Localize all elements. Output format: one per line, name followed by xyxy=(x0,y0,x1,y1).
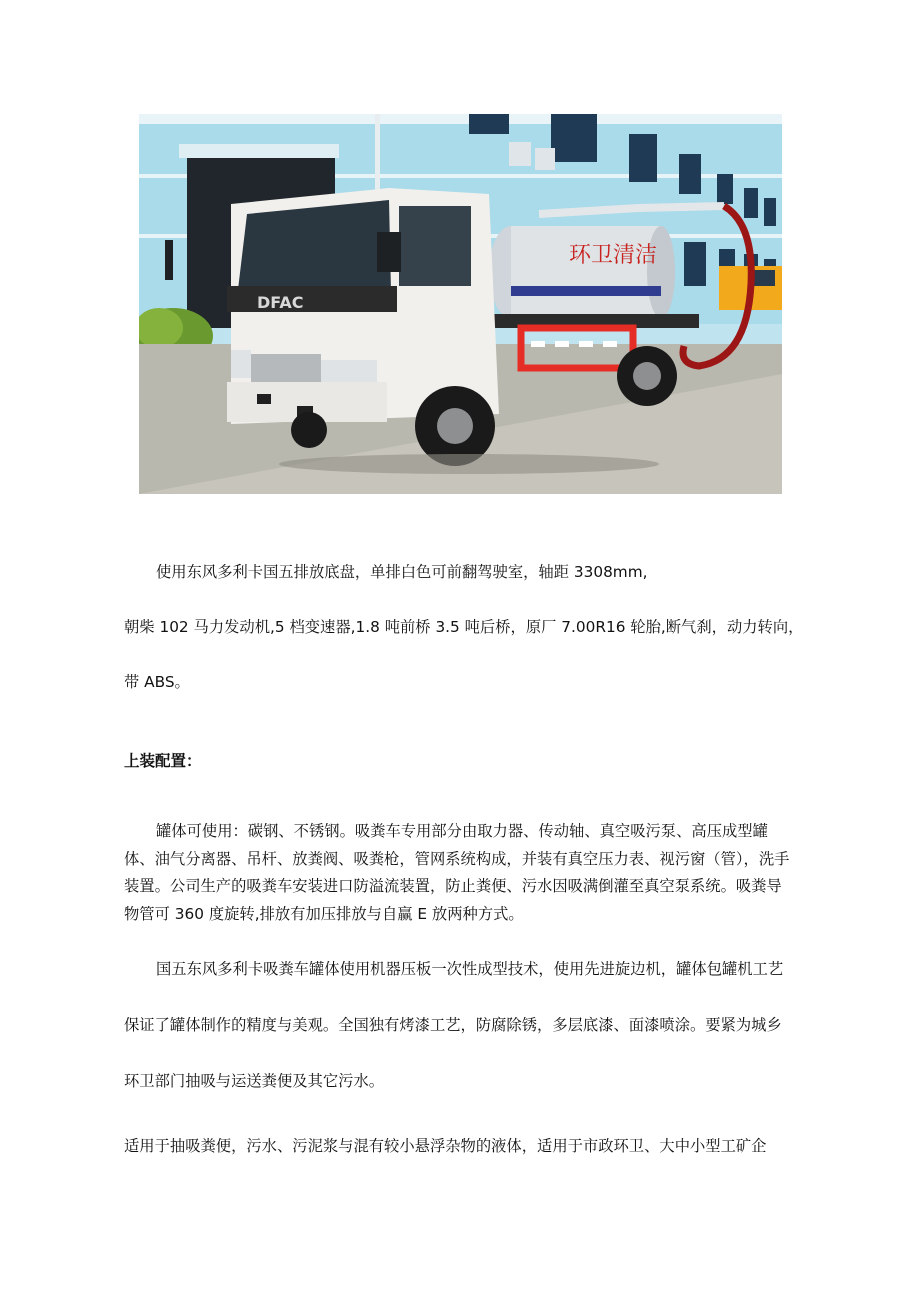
intro-line-1: 使用东风多利卡国五排放底盘，单排白色可前翻驾驶室，轴距 3308mm, xyxy=(156,563,648,581)
paragraph-applications: 适用于抽吸粪便，污水、污泥浆与混有较小悬浮杂物的液体，适用于市政环卫、大中小型工矿企 xyxy=(124,1137,767,1155)
truck-photo xyxy=(139,114,782,494)
section-heading: 上装配置： xyxy=(124,752,202,770)
cab-badge: DFAC xyxy=(257,293,304,312)
paragraph-tank-materials: 罐体可使用：碳钢、不锈钢。吸粪车专用部分由取力器、传动轴、真空吸污泵、高压成型罐体、油气分离器、吊杆、放粪阀、吸粪枪，管网系统构成，并装有真空压力表、视污窗（管），洗手装置。公司生产的吸粪车安装进口防溢流装置，防止粪便、污水因吸满倒灌至真空泵系统。吸粪导物管可 360 度旋转,排放有加压排放与自赢 E 放两种方式。 xyxy=(124,822,790,923)
vacuum-truck-illustration xyxy=(139,114,782,494)
paragraph2-line-1: 国五东风多利卡吸粪车罐体使用机器压板一次性成型技术，使用先进旋边机，罐体包罐机工艺 xyxy=(156,960,784,978)
intro-line-2: 朝柴 102 马力发动机,5 档变速器,1.8 吨前桥 3.5 吨后桥，原厂 7.00R16 轮胎,断气刹，动力转向， xyxy=(124,618,804,636)
tank-lettering: 环卫清洁 xyxy=(569,243,658,268)
intro-line-3: 带 ABS。 xyxy=(124,673,190,691)
paragraph2-line-2: 保证了罐体制作的精度与美观。全国独有烤漆工艺，防腐除锈，多层底漆、面漆喷涂。要紧为城乡 xyxy=(124,1016,782,1034)
paragraph2-line-3: 环卫部门抽吸与运送粪便及其它污水。 xyxy=(124,1072,385,1090)
